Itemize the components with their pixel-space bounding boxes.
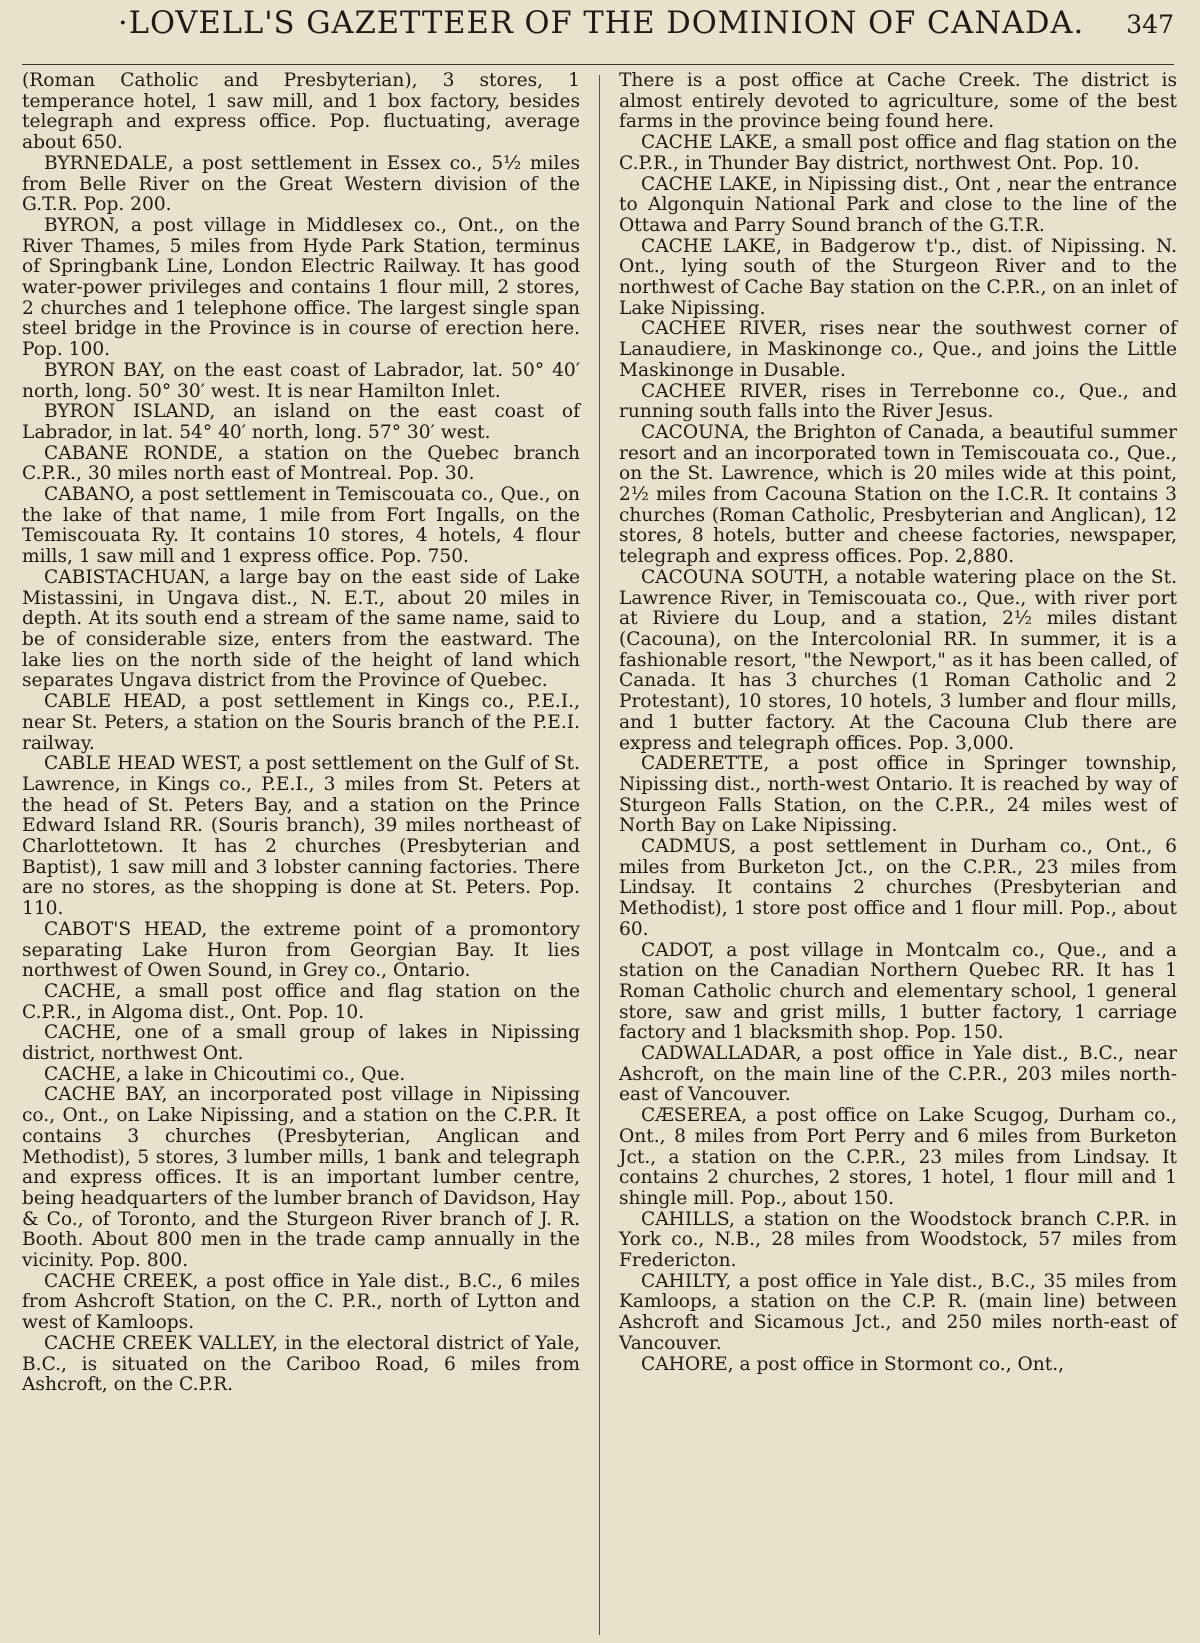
entry-headword: CACHEE RIVER, — [641, 318, 808, 340]
entry-text: on the east coast of Labrador, lat. 50° 40′ north, long. 50° 30′ west. It is near Hamilton Inlet. — [22, 359, 580, 402]
entry-headword: BYRON, — [44, 214, 120, 236]
entry-headword: CABANE RONDE, — [44, 442, 224, 464]
entry-headword: CADWALLADAR, — [641, 1043, 802, 1065]
entry-headword: CACHE CREEK, — [44, 1270, 199, 1292]
entry-headword: BYRNEDALE, — [44, 152, 174, 174]
entry-text: a large bay on the east side of Lake Mistassini, in Ungava dist., N. E.T., about 20 miles in depth. At its south end a stream of the same name, said to be of considerable size, enters from the eastward. The lake lies on the north side of the height of land which separates Ungava district from the Province of Quebec. — [22, 566, 580, 692]
entry-headword: CACHEE RIVER, — [641, 380, 808, 402]
gazetteer-entry — [619, 423, 1177, 568]
entry-headword: CACHE CREEK VALLEY, — [44, 1332, 278, 1354]
entry-headword: CABOT'S HEAD, — [44, 918, 208, 940]
left-column — [22, 71, 580, 1396]
entry-text: a post office in Yale dist., B.C., 6 miles from Ashcroft Station, on the C. P.R., north of Lytton and west of Kamloops. — [22, 1270, 580, 1334]
gazetteer-entry — [619, 382, 1177, 423]
gazetteer-entry — [619, 1210, 1177, 1272]
entry-text: a notable watering place on the St. Lawrence River, in Temiscouata co., Que., with river port at Riviere du Loup, and a station, 2½ miles distant (Cacouna), on the Intercolonial RR. In summer, it is a fashionable resort, "the Newport," as it has been called, of Canada. It has 3 churches (1 Roman Catholic and 2 Protestant), 10 stores, 10 hotels, 3 lumber and flour mills, and 1 butter factory. At the Cacouna Club there are express and telegraph offices. Pop. 3,000. — [619, 566, 1177, 754]
entry-text: a post settlement in Kings co., P.E.I., near St. Peters, a station on the Souris branch of the P.E.I. railway. — [22, 691, 580, 754]
gazetteer-entry — [22, 402, 580, 443]
gazetteer-entry — [22, 982, 580, 1023]
entry-headword: CABANO, — [44, 484, 136, 506]
entry-headword: CACHE BAY, — [44, 1084, 168, 1106]
entry-headword: CAHILLS, — [641, 1208, 735, 1230]
gazetteer-entry — [619, 133, 1177, 174]
gazetteer-entry — [22, 1272, 580, 1334]
gazetteer-entry — [619, 237, 1177, 320]
entry-headword: CACHE, — [44, 1063, 122, 1085]
gazetteer-entry — [619, 71, 1177, 133]
column-divider — [599, 75, 600, 1635]
entry-headword: CACHE, — [44, 1022, 122, 1044]
entry-headword: CAHORE, — [641, 1353, 734, 1375]
entry-text: (Roman Catholic and Presbyterian), 3 stores, 1 temperance hotel, 1 saw mill, and 1 box factory, besides telegraph and express office. Pop. fluctuating, average about 650. — [22, 70, 580, 154]
gazetteer-entry — [22, 154, 580, 216]
gazetteer-entry — [22, 568, 580, 692]
entry-text: an island on the east coast of Labrador, in lat. 54° 40′ north, long. 57° 30′ west. — [22, 401, 580, 443]
entry-text: a small post office and flag station on the C.P.R., in Thunder Bay district, northwest Ont. Pop. 10. — [619, 132, 1177, 174]
entry-text: There is a post office at Cache Creek. The district is almost entirely devoted to agriculture, some of the best farms in the province being found here. — [619, 70, 1177, 133]
entry-headword: BYRON ISLAND, — [44, 401, 216, 423]
entry-headword: CACOUNA SOUTH, — [641, 566, 830, 588]
gazetteer-entry — [619, 319, 1177, 381]
gazetteer-entry — [619, 1106, 1177, 1210]
entry-headword: CADERETTE, — [641, 753, 770, 775]
entry-text: rises near the southwest corner of Lanaudiere, in Maskinonge co., Que., and joins the Little Maskinonge in Dusable. — [619, 318, 1177, 381]
entry-text: a post office in Yale dist., B.C., 35 miles from Kamloops, a station on the C.P. R. (main line) between Ashcroft and Sicamous Jct., and 250 miles north-east of Vancouver. — [619, 1270, 1177, 1354]
entry-text: a post office in Stormont co., Ont., — [733, 1353, 1065, 1375]
entry-text: an incorporated post village in Nipissing co., Ont., on Lake Nipissing, and a station on the C.P.R. It contains 3 churches (Presbyterian, Anglican and Methodist), 5 stores, 3 lumber mills, 1 bank and telegraph and express offices. It is an important lumber centre, being headquarters of the lumber branch of Davidson, Hay & Co., of Toronto, and the Sturgeon River branch of J. R. Booth. About 800 men in the trade camp annually in the vicinity. Pop. 800. — [22, 1084, 580, 1272]
gazetteer-entry — [22, 754, 580, 920]
entry-text: a post settlement in Temiscouata co., Que., on the lake of that name, 1 mile from Fort Ingalls, on the Temiscouata Ry. It contains 10 stores, 4 hotels, 4 flour mills, 1 saw mill and 1 express office. Pop. 750. — [22, 484, 580, 568]
entry-text: a post office on Lake Scugog, Durham co., Ont., 8 miles from Port Perry and 6 miles from Burketon Jct., a station on the C.P.R., 23 miles from Lindsay. It contains 2 churches, 2 stores, 1 hotel, 1 flour mill and 1 shingle mill. Pop., about 150. — [619, 1105, 1177, 1209]
right-column — [619, 71, 1177, 1375]
entry-headword: CABLE HEAD WEST, — [44, 753, 243, 775]
gazetteer-entry — [22, 1023, 580, 1064]
gazetteer-entry — [22, 444, 580, 485]
gazetteer-entry — [22, 1334, 580, 1396]
gazetteer-entry — [22, 920, 580, 982]
entry-text: a post village in Montcalm co., Que., and a station on the Canadian Northern Quebec RR. It has 1 Roman Catholic church and elementary school, 1 general store, saw and grist mills, 1 butter factory, 1 carriage factory and 1 blacksmith shop. Pop. 150. — [619, 939, 1177, 1044]
entry-text: in the electoral district of Yale, B.C., is situated on the Cariboo Road, 6 miles from Ashcroft, on the C.P.R. — [22, 1332, 580, 1396]
gazetteer-entry — [619, 754, 1177, 837]
page-header — [22, 6, 1174, 65]
entry-text: a post office in Yale dist., B.C., near Ashcroft, on the main line of the C.P.R., 203 miles north-east of Vancouver. — [619, 1043, 1177, 1106]
text-columns — [22, 70, 1177, 1641]
entry-headword: CABISTACHUAN, — [44, 566, 211, 588]
gazetteer-entry — [22, 692, 580, 754]
entry-text: in Badgerow t'p., dist. of Nipissing. N. Ont., lying south of the Sturgeon River and to the northwest of Cache Bay station on the C.P.R., on an inlet of Lake Nipissing. — [619, 235, 1177, 319]
entry-text: a lake in Chicoutimi co., Que. — [121, 1063, 406, 1085]
entry-text: a small post office and flag station on the C.P.R., in Algoma dist., Ont. Pop. 10. — [22, 980, 580, 1023]
gazetteer-entry — [619, 1272, 1177, 1355]
entry-text: in Nipissing dist., Ont , near the entrance to Algonquin National Park and close to the line of the Ottawa and Parry Sound branch of the G.T.R. — [619, 173, 1177, 236]
entry-text: a post settlement in Durham co., Ont., 6 miles from Burketon Jct., on the C.P.R., 23 miles from Lindsay. It contains 2 churches (Presbyterian and Methodist), 1 store post office and 1 flour mill. Pop., about 60. — [619, 836, 1177, 940]
running-title: ·LOVELL'S GAZETTEER OF THE DOMINION OF CANADA. — [118, 6, 1085, 41]
entry-headword: CACHE, — [44, 980, 122, 1002]
entry-text: a post settlement in Essex co., 5½ miles from Belle River on the Great Western division of the G.T.R. Pop. 200. — [22, 152, 580, 216]
gazetteer-entry — [619, 941, 1177, 1045]
entry-text: rises in Terrebonne co., Que., and running south falls into the River Jesus. — [619, 380, 1177, 423]
gazetteer-entry — [619, 175, 1177, 237]
entry-text: a post settlement on the Gulf of St. Lawrence, in Kings co., P.E.I., 3 miles from St. Peters at the head of St. Peters Bay, and a station on the Prince Edward Island RR. (Souris branch), 39 miles northeast of Charlottetown. It has 2 churches (Presbyterian and Baptist), 1 saw mill and 3 lobster canning factories. There are no stores, as the shopping is done at St. Peters. Pop. 110. — [22, 753, 580, 920]
gazetteer-entry — [619, 837, 1177, 941]
entry-headword: CADMUS, — [641, 836, 737, 858]
entry-headword: CÆSEREA, — [641, 1105, 748, 1127]
gazetteer-entry — [22, 1085, 580, 1271]
entry-text: the Brighton of Canada, a beautiful summer resort and an incorporated town in Temiscouata co., Que., on the St. Lawrence, which is 20 miles wide at this point, 2½ miles from Cacouna Station on the I.C.R. It contains 3 churches (Roman Catholic, Presbyterian and Anglican), 12 stores, 8 hotels, butter and cheese factories, newspaper, telegraph and express offices. Pop. 2,880. — [619, 421, 1177, 568]
entry-headword: CACHE LAKE, — [641, 132, 779, 154]
entry-headword: CACHE LAKE, — [641, 173, 778, 195]
gazetteer-entry — [22, 1065, 580, 1086]
gazetteer-entry — [22, 71, 580, 154]
entry-text: a station on the Woodstock branch C.P.R. in York co., N.B., 28 miles from Woodstock, 57 miles from Fredericton. — [619, 1208, 1177, 1272]
entry-text: the extreme point of a promontory separating Lake Huron from Georgian Bay. It lies northwest of Owen Sound, in Grey co., Ontario. — [22, 918, 580, 982]
entry-headword: CADOT, — [641, 939, 715, 961]
entry-text: a station on the Quebec branch C.P.R., 30 miles north east of Montreal. Pop. 30. — [22, 442, 581, 485]
entry-text: a post village in Middlesex co., Ont., on the River Thames, 5 miles from Hyde Park Station, terminus of Springbank Line, London Electric Railway. It has good water-power privileges and contains 1 flour mill, 2 stores, 2 churches and 1 telephone office. The largest single span steel bridge in the Province is in course of erection here. Pop. 100. — [22, 214, 580, 361]
gazetteer-entry — [22, 216, 580, 361]
entry-headword: CACOUNA, — [641, 421, 750, 443]
entry-text: one of a small group of lakes in Nipissing district, northwest Ont. — [22, 1022, 580, 1065]
entry-headword: BYRON BAY, — [44, 359, 166, 381]
gazetteer-entry — [619, 1355, 1177, 1376]
entry-headword: CAHILTY, — [641, 1270, 732, 1292]
gazetteer-entry — [22, 361, 580, 402]
entry-headword: CABLE HEAD, — [44, 691, 187, 713]
entry-headword: CACHE LAKE, — [641, 235, 782, 257]
gazetteer-entry — [22, 485, 580, 568]
gazetteer-entry — [619, 568, 1177, 754]
page-number: 347 — [1126, 10, 1174, 39]
gazetteer-entry — [619, 1044, 1177, 1106]
entry-text: a post office in Springer township, Nipissing dist., north-west Ontario. It is reached by way of Sturgeon Falls Station, on the C.P.R., 24 miles west of North Bay on Lake Nipissing. — [619, 753, 1177, 837]
